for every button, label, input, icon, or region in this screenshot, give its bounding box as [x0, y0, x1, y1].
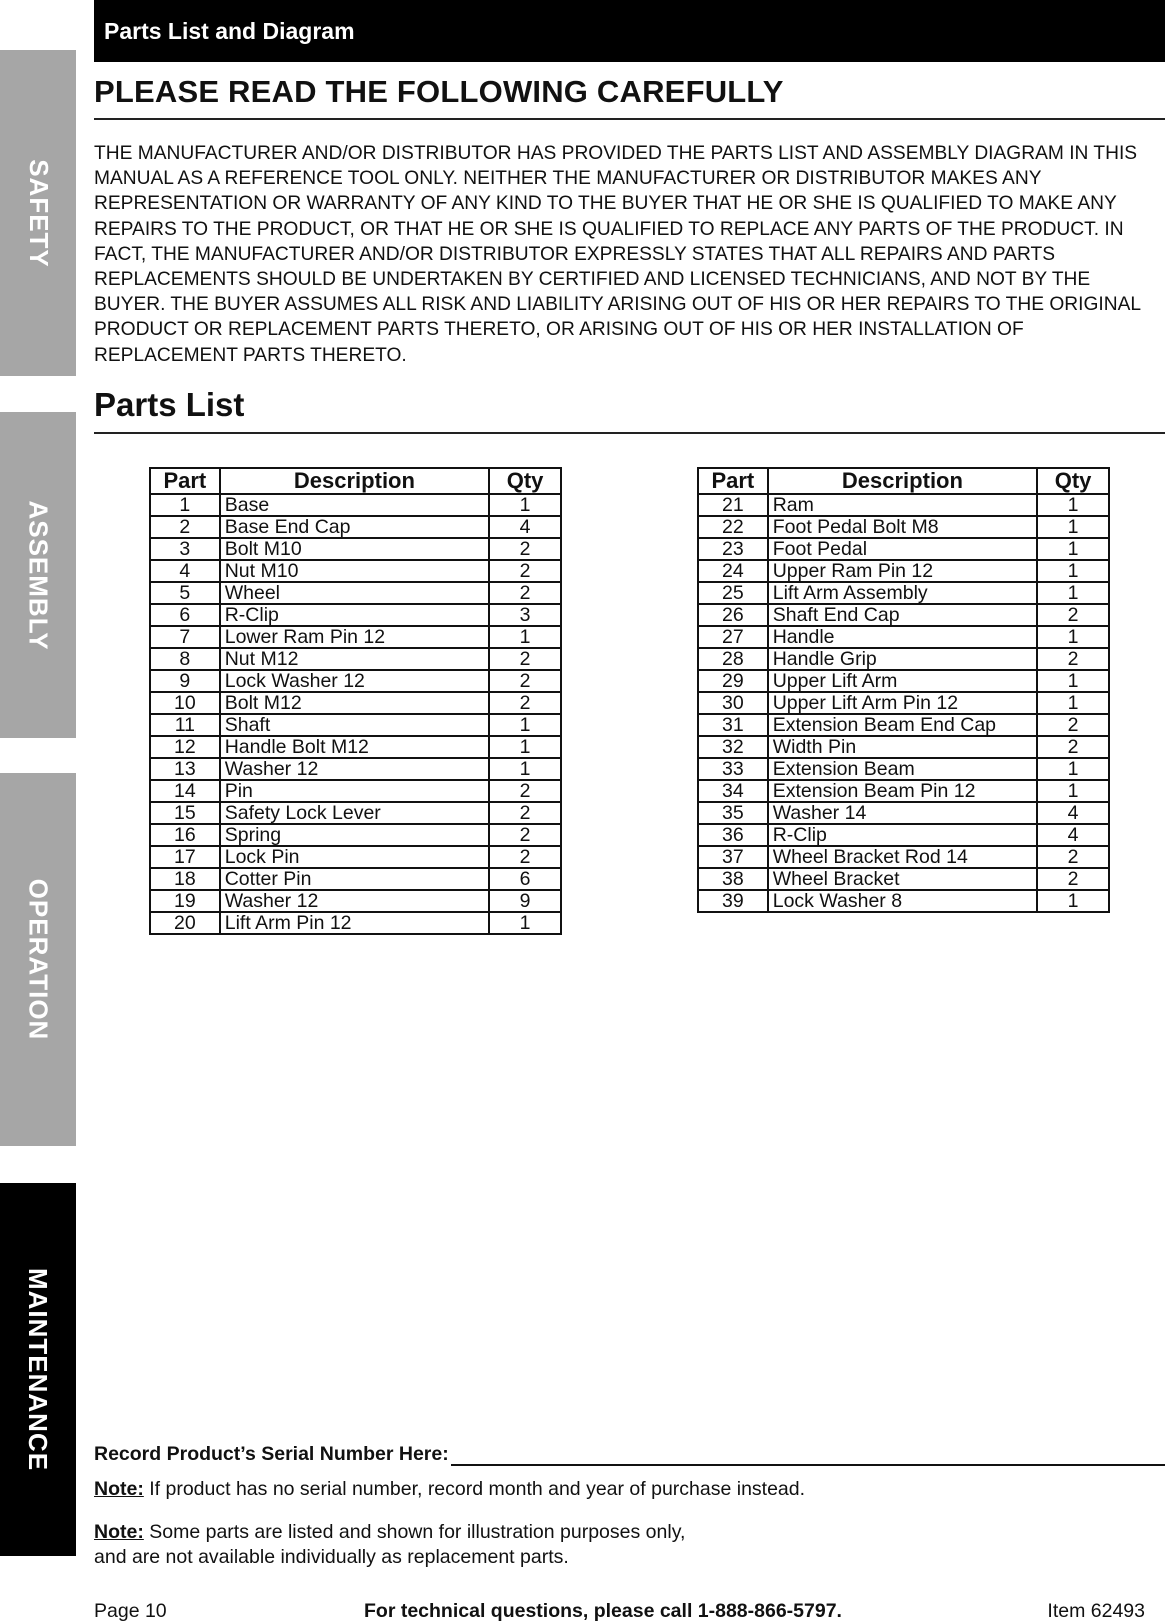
qty-cell: 1: [489, 626, 561, 648]
note-text-continued: and are not available individually as replacement parts.: [94, 1546, 569, 1568]
part-number-cell: 22: [698, 516, 768, 538]
description-cell: R-Clip: [768, 824, 1037, 846]
description-cell: Upper Ram Pin 12: [768, 560, 1037, 582]
part-number-cell: 13: [150, 758, 220, 780]
column-header-description: Description: [220, 468, 489, 494]
table-row: [698, 604, 1109, 626]
column-header-part: Part: [698, 468, 768, 494]
description-cell: Extension Beam Pin 12: [768, 780, 1037, 802]
parts-table-right: [697, 467, 1110, 913]
description-cell: Lock Washer 12: [220, 670, 489, 692]
qty-cell: 9: [489, 890, 561, 912]
side-tab-assembly[interactable]: [0, 412, 76, 738]
description-cell: Safety Lock Lever: [220, 802, 489, 824]
part-number-cell: 30: [698, 692, 768, 714]
table-header-row: [698, 468, 1109, 494]
description-cell: Lock Pin: [220, 846, 489, 868]
table-row: [150, 758, 561, 780]
part-number-cell: 12: [150, 736, 220, 758]
part-number-cell: 14: [150, 780, 220, 802]
part-number-cell: 2: [150, 516, 220, 538]
column-header-qty: Qty: [1037, 468, 1109, 494]
qty-cell: 1: [489, 736, 561, 758]
table-row: [150, 824, 561, 846]
serial-number-write-line[interactable]: [451, 1446, 1165, 1466]
table-row: [150, 582, 561, 604]
qty-cell: 1: [489, 912, 561, 934]
description-cell: Pin: [220, 780, 489, 802]
part-number-cell: 27: [698, 626, 768, 648]
table-row: [698, 736, 1109, 758]
qty-cell: 2: [1037, 648, 1109, 670]
table-row: [698, 582, 1109, 604]
side-tab-operation[interactable]: [0, 773, 76, 1146]
description-cell: Handle Grip: [768, 648, 1037, 670]
table-row: [150, 648, 561, 670]
part-number-cell: 5: [150, 582, 220, 604]
qty-cell: 2: [1037, 604, 1109, 626]
qty-cell: 1: [1037, 890, 1109, 912]
qty-cell: 2: [489, 692, 561, 714]
description-cell: Washer 14: [768, 802, 1037, 824]
table-row: [150, 912, 561, 934]
qty-cell: 2: [489, 824, 561, 846]
qty-cell: 1: [1037, 780, 1109, 802]
part-number-cell: 8: [150, 648, 220, 670]
description-cell: Spring: [220, 824, 489, 846]
table-row: [150, 604, 561, 626]
part-number-cell: 9: [150, 670, 220, 692]
table-row: [150, 560, 561, 582]
description-cell: Lift Arm Assembly: [768, 582, 1037, 604]
table-row: [150, 736, 561, 758]
part-number-cell: 37: [698, 846, 768, 868]
warning-paragraph: THE MANUFACTURER AND/OR DISTRIBUTOR HAS PROVIDED THE PARTS LIST AND ASSEMBLY DIAGRAM IN THIS MANUAL AS A REFERENCE TOOL ONLY. NEITHER THE MANUFACTURER OR DISTRIBUTOR MAKES ANY REPRESENTATION OR WARRANTY OF ANY KIND TO THE BUYER THAT HE OR SHE IS QUALIFIED TO MAKE ANY REPAIRS TO THE PRODUCT, OR THAT HE OR SHE IS QUALIFIED TO REPLACE ANY PARTS OF THE PRODUCT. IN FACT, THE MANUFACTURER AND/OR DISTRIBUTOR EXPRESSLY STATES THAT ALL REPAIRS AND PARTS REPLACEMENTS SHOULD BE UNDERTAKEN BY CERTIFIED AND LICENSED TECHNICIANS, AND NOT BY THE BUYER. THE BUYER ASSUMES ALL RISK AND LIABILITY ARISING OUT OF HIS OR HER REPAIRS TO THE ORIGINAL PRODUCT OR REPLACEMENT PARTS THERETO, OR ARISING OUT OF HIS OR HER INSTALLATION OF REPLACEMENT PARTS THERETO.: [94, 143, 1141, 366]
note-label: Note:: [94, 1521, 144, 1543]
description-cell: Lift Arm Pin 12: [220, 912, 489, 934]
qty-cell: 4: [1037, 802, 1109, 824]
part-number-cell: 6: [150, 604, 220, 626]
part-number-cell: 16: [150, 824, 220, 846]
table-row: [698, 802, 1109, 824]
table-row: [698, 714, 1109, 736]
table-row: [698, 692, 1109, 714]
table-row: [150, 670, 561, 692]
description-cell: Nut M10: [220, 560, 489, 582]
part-number-cell: 28: [698, 648, 768, 670]
description-cell: Washer 12: [220, 890, 489, 912]
qty-cell: 1: [1037, 626, 1109, 648]
footer-tech-support: For technical questions, please call 1-888-866-5797.: [364, 1600, 842, 1622]
part-number-cell: 25: [698, 582, 768, 604]
part-number-cell: 11: [150, 714, 220, 736]
qty-cell: 1: [489, 758, 561, 780]
qty-cell: 1: [1037, 516, 1109, 538]
part-number-cell: 10: [150, 692, 220, 714]
table-header-row: [150, 468, 561, 494]
description-cell: Cotter Pin: [220, 868, 489, 890]
column-header-description: Description: [768, 468, 1037, 494]
parts-list-heading: Parts List: [94, 386, 1165, 434]
qty-cell: 1: [1037, 494, 1109, 516]
table-row: [150, 868, 561, 890]
table-row: [698, 868, 1109, 890]
description-cell: Nut M12: [220, 648, 489, 670]
part-number-cell: 31: [698, 714, 768, 736]
part-number-cell: 38: [698, 868, 768, 890]
note-text: Some parts are listed and shown for illustration purposes only,: [143, 1521, 686, 1543]
section-title: Parts List and Diagram: [104, 17, 355, 44]
description-cell: Bolt M12: [220, 692, 489, 714]
part-number-cell: 4: [150, 560, 220, 582]
qty-cell: 2: [489, 780, 561, 802]
description-cell: Upper Lift Arm: [768, 670, 1037, 692]
table-row: [150, 714, 561, 736]
note-label: Note:: [94, 1478, 144, 1500]
description-cell: Extension Beam End Cap: [768, 714, 1037, 736]
table-row: [698, 626, 1109, 648]
table-row: [698, 516, 1109, 538]
note-serial: [94, 1477, 805, 1502]
qty-cell: 2: [489, 802, 561, 824]
qty-cell: 4: [1037, 824, 1109, 846]
part-number-cell: 3: [150, 538, 220, 560]
part-number-cell: 21: [698, 494, 768, 516]
description-cell: Extension Beam: [768, 758, 1037, 780]
qty-cell: 3: [489, 604, 561, 626]
qty-cell: 2: [1037, 868, 1109, 890]
side-tab-operation-label: OPERATION: [23, 878, 54, 1041]
table-row: [698, 670, 1109, 692]
side-tab-maintenance-label: MAINTENANCE: [23, 1267, 54, 1472]
description-cell: Lock Washer 8: [768, 890, 1037, 912]
table-row: [150, 538, 561, 560]
table-row: [698, 648, 1109, 670]
description-cell: Foot Pedal Bolt M8: [768, 516, 1037, 538]
qty-cell: 6: [489, 868, 561, 890]
description-cell: Foot Pedal: [768, 538, 1037, 560]
table-row: [698, 560, 1109, 582]
table-row: [698, 780, 1109, 802]
qty-cell: 2: [489, 560, 561, 582]
qty-cell: 1: [1037, 670, 1109, 692]
part-number-cell: 34: [698, 780, 768, 802]
side-tab-assembly-label: ASSEMBLY: [23, 499, 54, 651]
description-cell: Base: [220, 494, 489, 516]
table-row: [698, 890, 1109, 912]
description-cell: Width Pin: [768, 736, 1037, 758]
description-cell: Shaft End Cap: [768, 604, 1037, 626]
qty-cell: 2: [489, 538, 561, 560]
side-tab-safety-label: SAFETY: [23, 158, 54, 268]
table-row: [150, 626, 561, 648]
description-cell: Lower Ram Pin 12: [220, 626, 489, 648]
part-number-cell: 32: [698, 736, 768, 758]
description-cell: Washer 12: [220, 758, 489, 780]
table-row: [150, 692, 561, 714]
table-row: [698, 758, 1109, 780]
description-cell: Wheel Bracket Rod 14: [768, 846, 1037, 868]
table-row: [150, 802, 561, 824]
serial-number-record: [94, 1443, 1165, 1466]
part-number-cell: 15: [150, 802, 220, 824]
table-row: [150, 890, 561, 912]
part-number-cell: 7: [150, 626, 220, 648]
table-row: [698, 824, 1109, 846]
part-number-cell: 35: [698, 802, 768, 824]
qty-cell: 2: [489, 582, 561, 604]
footer-page-number: Page 10: [94, 1600, 167, 1622]
table-row: [150, 516, 561, 538]
qty-cell: 1: [1037, 692, 1109, 714]
description-cell: Handle Bolt M12: [220, 736, 489, 758]
table-row: [150, 494, 561, 516]
part-number-cell: 26: [698, 604, 768, 626]
part-number-cell: 18: [150, 868, 220, 890]
table-row: [150, 780, 561, 802]
qty-cell: 2: [489, 846, 561, 868]
part-number-cell: 29: [698, 670, 768, 692]
qty-cell: 1: [489, 494, 561, 516]
qty-cell: 2: [1037, 714, 1109, 736]
table-row: [150, 846, 561, 868]
qty-cell: 1: [489, 714, 561, 736]
description-cell: Base End Cap: [220, 516, 489, 538]
description-cell: Ram: [768, 494, 1037, 516]
note-illustration: [94, 1520, 774, 1570]
description-cell: Handle: [768, 626, 1037, 648]
table-row: [698, 494, 1109, 516]
description-cell: Bolt M10: [220, 538, 489, 560]
qty-cell: 2: [489, 648, 561, 670]
warning-heading: PLEASE READ THE FOLLOWING CAREFULLY: [94, 74, 1165, 120]
description-cell: Upper Lift Arm Pin 12: [768, 692, 1037, 714]
part-number-cell: 17: [150, 846, 220, 868]
part-number-cell: 33: [698, 758, 768, 780]
footer-item-number: Item 62493: [1047, 1600, 1145, 1622]
part-number-cell: 20: [150, 912, 220, 934]
part-number-cell: 24: [698, 560, 768, 582]
description-cell: Shaft: [220, 714, 489, 736]
side-tab-safety[interactable]: [0, 50, 76, 376]
table-row: [698, 538, 1109, 560]
qty-cell: 1: [1037, 758, 1109, 780]
part-number-cell: 19: [150, 890, 220, 912]
column-header-part: Part: [150, 468, 220, 494]
parts-table-left: [149, 467, 562, 935]
note-text: If product has no serial number, record month and year of purchase instead.: [143, 1478, 806, 1500]
qty-cell: 1: [1037, 582, 1109, 604]
table-row: [698, 846, 1109, 868]
description-cell: R-Clip: [220, 604, 489, 626]
description-cell: Wheel Bracket: [768, 868, 1037, 890]
qty-cell: 1: [1037, 538, 1109, 560]
part-number-cell: 1: [150, 494, 220, 516]
qty-cell: 2: [1037, 846, 1109, 868]
part-number-cell: 36: [698, 824, 768, 846]
description-cell: Wheel: [220, 582, 489, 604]
serial-number-label: Record Product’s Serial Number Here:: [94, 1443, 449, 1465]
part-number-cell: 39: [698, 890, 768, 912]
qty-cell: 2: [1037, 736, 1109, 758]
qty-cell: 1: [1037, 560, 1109, 582]
side-tab-maintenance[interactable]: [0, 1183, 76, 1556]
qty-cell: 4: [489, 516, 561, 538]
section-header-bar: [94, 0, 1165, 62]
part-number-cell: 23: [698, 538, 768, 560]
qty-cell: 2: [489, 670, 561, 692]
column-header-qty: Qty: [489, 468, 561, 494]
